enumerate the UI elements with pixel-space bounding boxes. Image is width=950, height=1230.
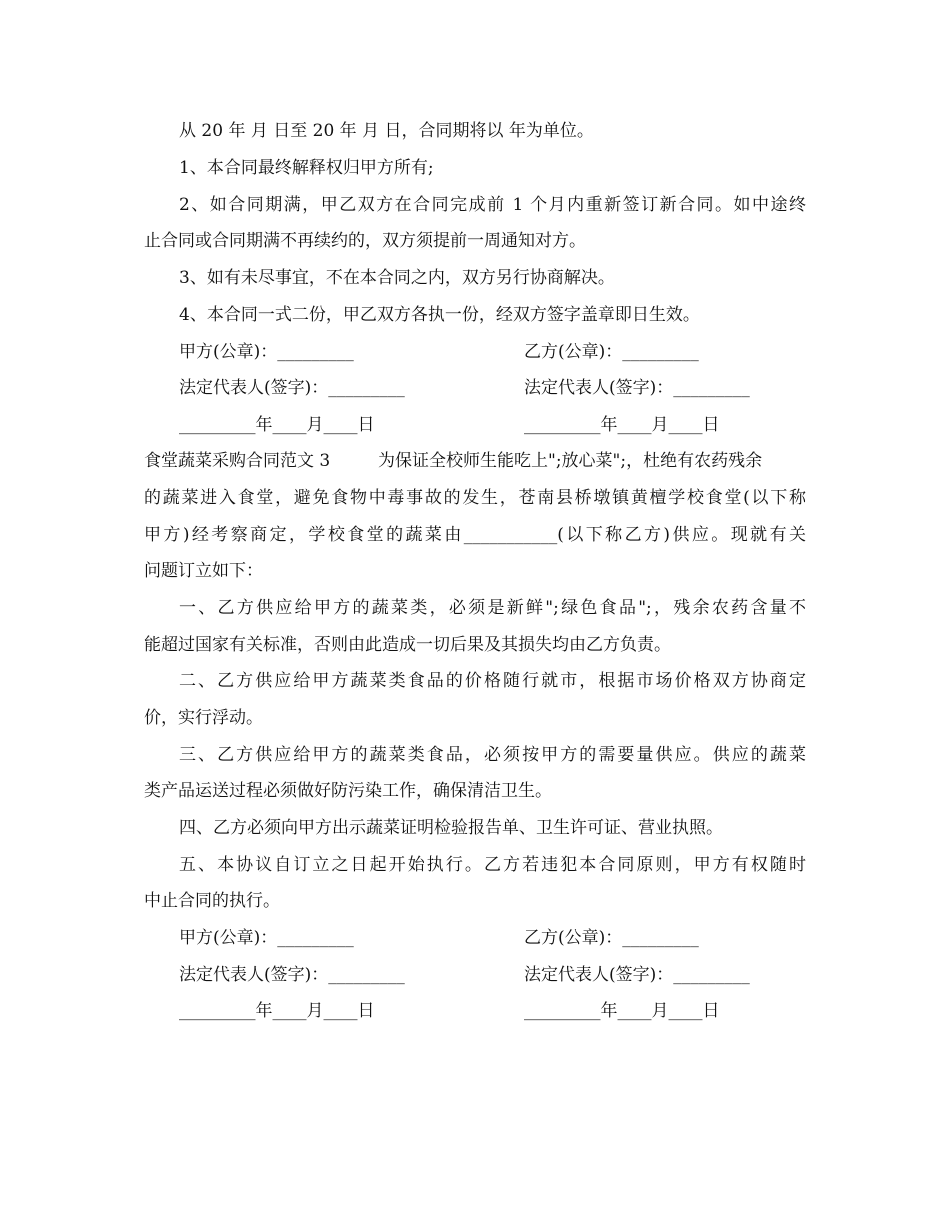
article-3-line-2 bbox=[0, 776, 950, 806]
intro-text-2: 的蔬菜进入食堂，避免食物中毒事故的发生，苍南县桥墩镇黄檀学校食堂(以下称 bbox=[144, 488, 806, 508]
clause-2-line-1 bbox=[0, 190, 950, 220]
intro-line-2 bbox=[0, 483, 950, 513]
signature-seal-row-2 bbox=[0, 923, 950, 953]
article-2-text-1: 二、乙方供应给甲方蔬菜类食品的价格随行就市，根据市场价格双方协商定 bbox=[179, 671, 806, 691]
contract-period-line bbox=[0, 116, 950, 146]
party-b-date-field: _________年____月____日 bbox=[524, 415, 720, 435]
party-b-seal-field: 乙方(公章)：_________ bbox=[524, 342, 699, 362]
intro-text-4: 问题订立如下： bbox=[144, 561, 263, 581]
clause-1-text: 1、本合同最终解释权归甲方所有; bbox=[179, 158, 434, 178]
party-b-representative-field-2: 法定代表人(签字)：_________ bbox=[524, 965, 750, 985]
article-3-line-1 bbox=[0, 740, 950, 770]
article-5-line-1 bbox=[0, 850, 950, 880]
intro-line-3 bbox=[0, 520, 950, 550]
party-a-seal-field: 甲方(公章)：_________ bbox=[179, 342, 354, 362]
clause-2-text-1: 2、如合同期满，甲乙双方在合同完成前 1 个月内重新签订新合同。如中途终 bbox=[179, 195, 806, 215]
clause-4-line bbox=[0, 300, 950, 330]
party-b-date-field-2: _________年____月____日 bbox=[524, 1001, 720, 1021]
party-a-date-field: _________年____月____日 bbox=[179, 415, 375, 435]
article-1-text-1: 一、乙方供应给甲方的蔬菜类，必须是新鲜";绿色食品";，残余农药含量不 bbox=[179, 598, 806, 618]
signature-rep-row-2 bbox=[0, 960, 950, 990]
section-title: 食堂蔬菜采购合同范文 3 bbox=[144, 451, 331, 471]
article-2-text-2: 价，实行浮动。 bbox=[144, 708, 263, 728]
article-3-text-1: 三、乙方供应给甲方的蔬菜类食品，必须按甲方的需要量供应。供应的蔬菜 bbox=[179, 745, 806, 765]
party-a-date-field-2: _________年____月____日 bbox=[179, 1001, 375, 1021]
article-5-text-2: 中止合同的执行。 bbox=[144, 891, 280, 911]
article-1-line-2 bbox=[0, 630, 950, 660]
clause-3-text: 3、如有未尽事宜，不在本合同之内，双方另行协商解决。 bbox=[179, 268, 615, 288]
clause-3-line bbox=[0, 263, 950, 293]
clause-4-text: 4、本合同一式二份，甲乙双方各执一份，经双方签字盖章即日生效。 bbox=[179, 305, 700, 325]
party-a-representative-field-2: 法定代表人(签字)：_________ bbox=[179, 965, 405, 985]
article-5-text-1: 五、本协议自订立之日起开始执行。乙方若违犯本合同原则，甲方有权随时 bbox=[179, 855, 806, 875]
article-2-line-1 bbox=[0, 666, 950, 696]
article-4-text: 四、乙方必须向甲方出示蔬菜证明检验报告单、卫生许可证、营业执照。 bbox=[179, 818, 723, 838]
clause-2-line-2 bbox=[0, 226, 950, 256]
contract-period-text: 从 20 年 月 日至 20 年 月 日，合同期将以 年为单位。 bbox=[179, 121, 594, 141]
section-title-line bbox=[0, 446, 950, 476]
clause-2-text-2: 止合同或合同期满不再续约的，双方须提前一周通知对方。 bbox=[144, 231, 586, 251]
intro-text-1: 为保证全校师生能吃上";放心菜";，杜绝有农药残余 bbox=[378, 451, 763, 471]
article-1-line-1 bbox=[0, 593, 950, 623]
article-3-text-2: 类产品运送过程必须做好防污染工作，确保清洁卫生。 bbox=[144, 781, 552, 801]
party-a-seal-field-2: 甲方(公章)：_________ bbox=[179, 928, 354, 948]
party-a-representative-field: 法定代表人(签字)：_________ bbox=[179, 378, 405, 398]
party-b-representative-field: 法定代表人(签字)：_________ bbox=[524, 378, 750, 398]
signature-date-row-1 bbox=[0, 410, 950, 440]
article-1-text-2: 能超过国家有关标准，否则由此造成一切后果及其损失均由乙方负责。 bbox=[144, 635, 671, 655]
clause-1-line bbox=[0, 153, 950, 183]
intro-line-4 bbox=[0, 556, 950, 586]
signature-rep-row-1 bbox=[0, 373, 950, 403]
article-5-line-2 bbox=[0, 886, 950, 916]
signature-seal-row-1 bbox=[0, 337, 950, 367]
party-b-seal-field-2: 乙方(公章)：_________ bbox=[524, 928, 699, 948]
article-2-line-2 bbox=[0, 703, 950, 733]
signature-date-row-2 bbox=[0, 996, 950, 1026]
intro-text-3: 甲方)经考察商定，学校食堂的蔬菜由___________(以下称乙方)供应。现就有关 bbox=[144, 525, 806, 545]
article-4-line bbox=[0, 813, 950, 843]
